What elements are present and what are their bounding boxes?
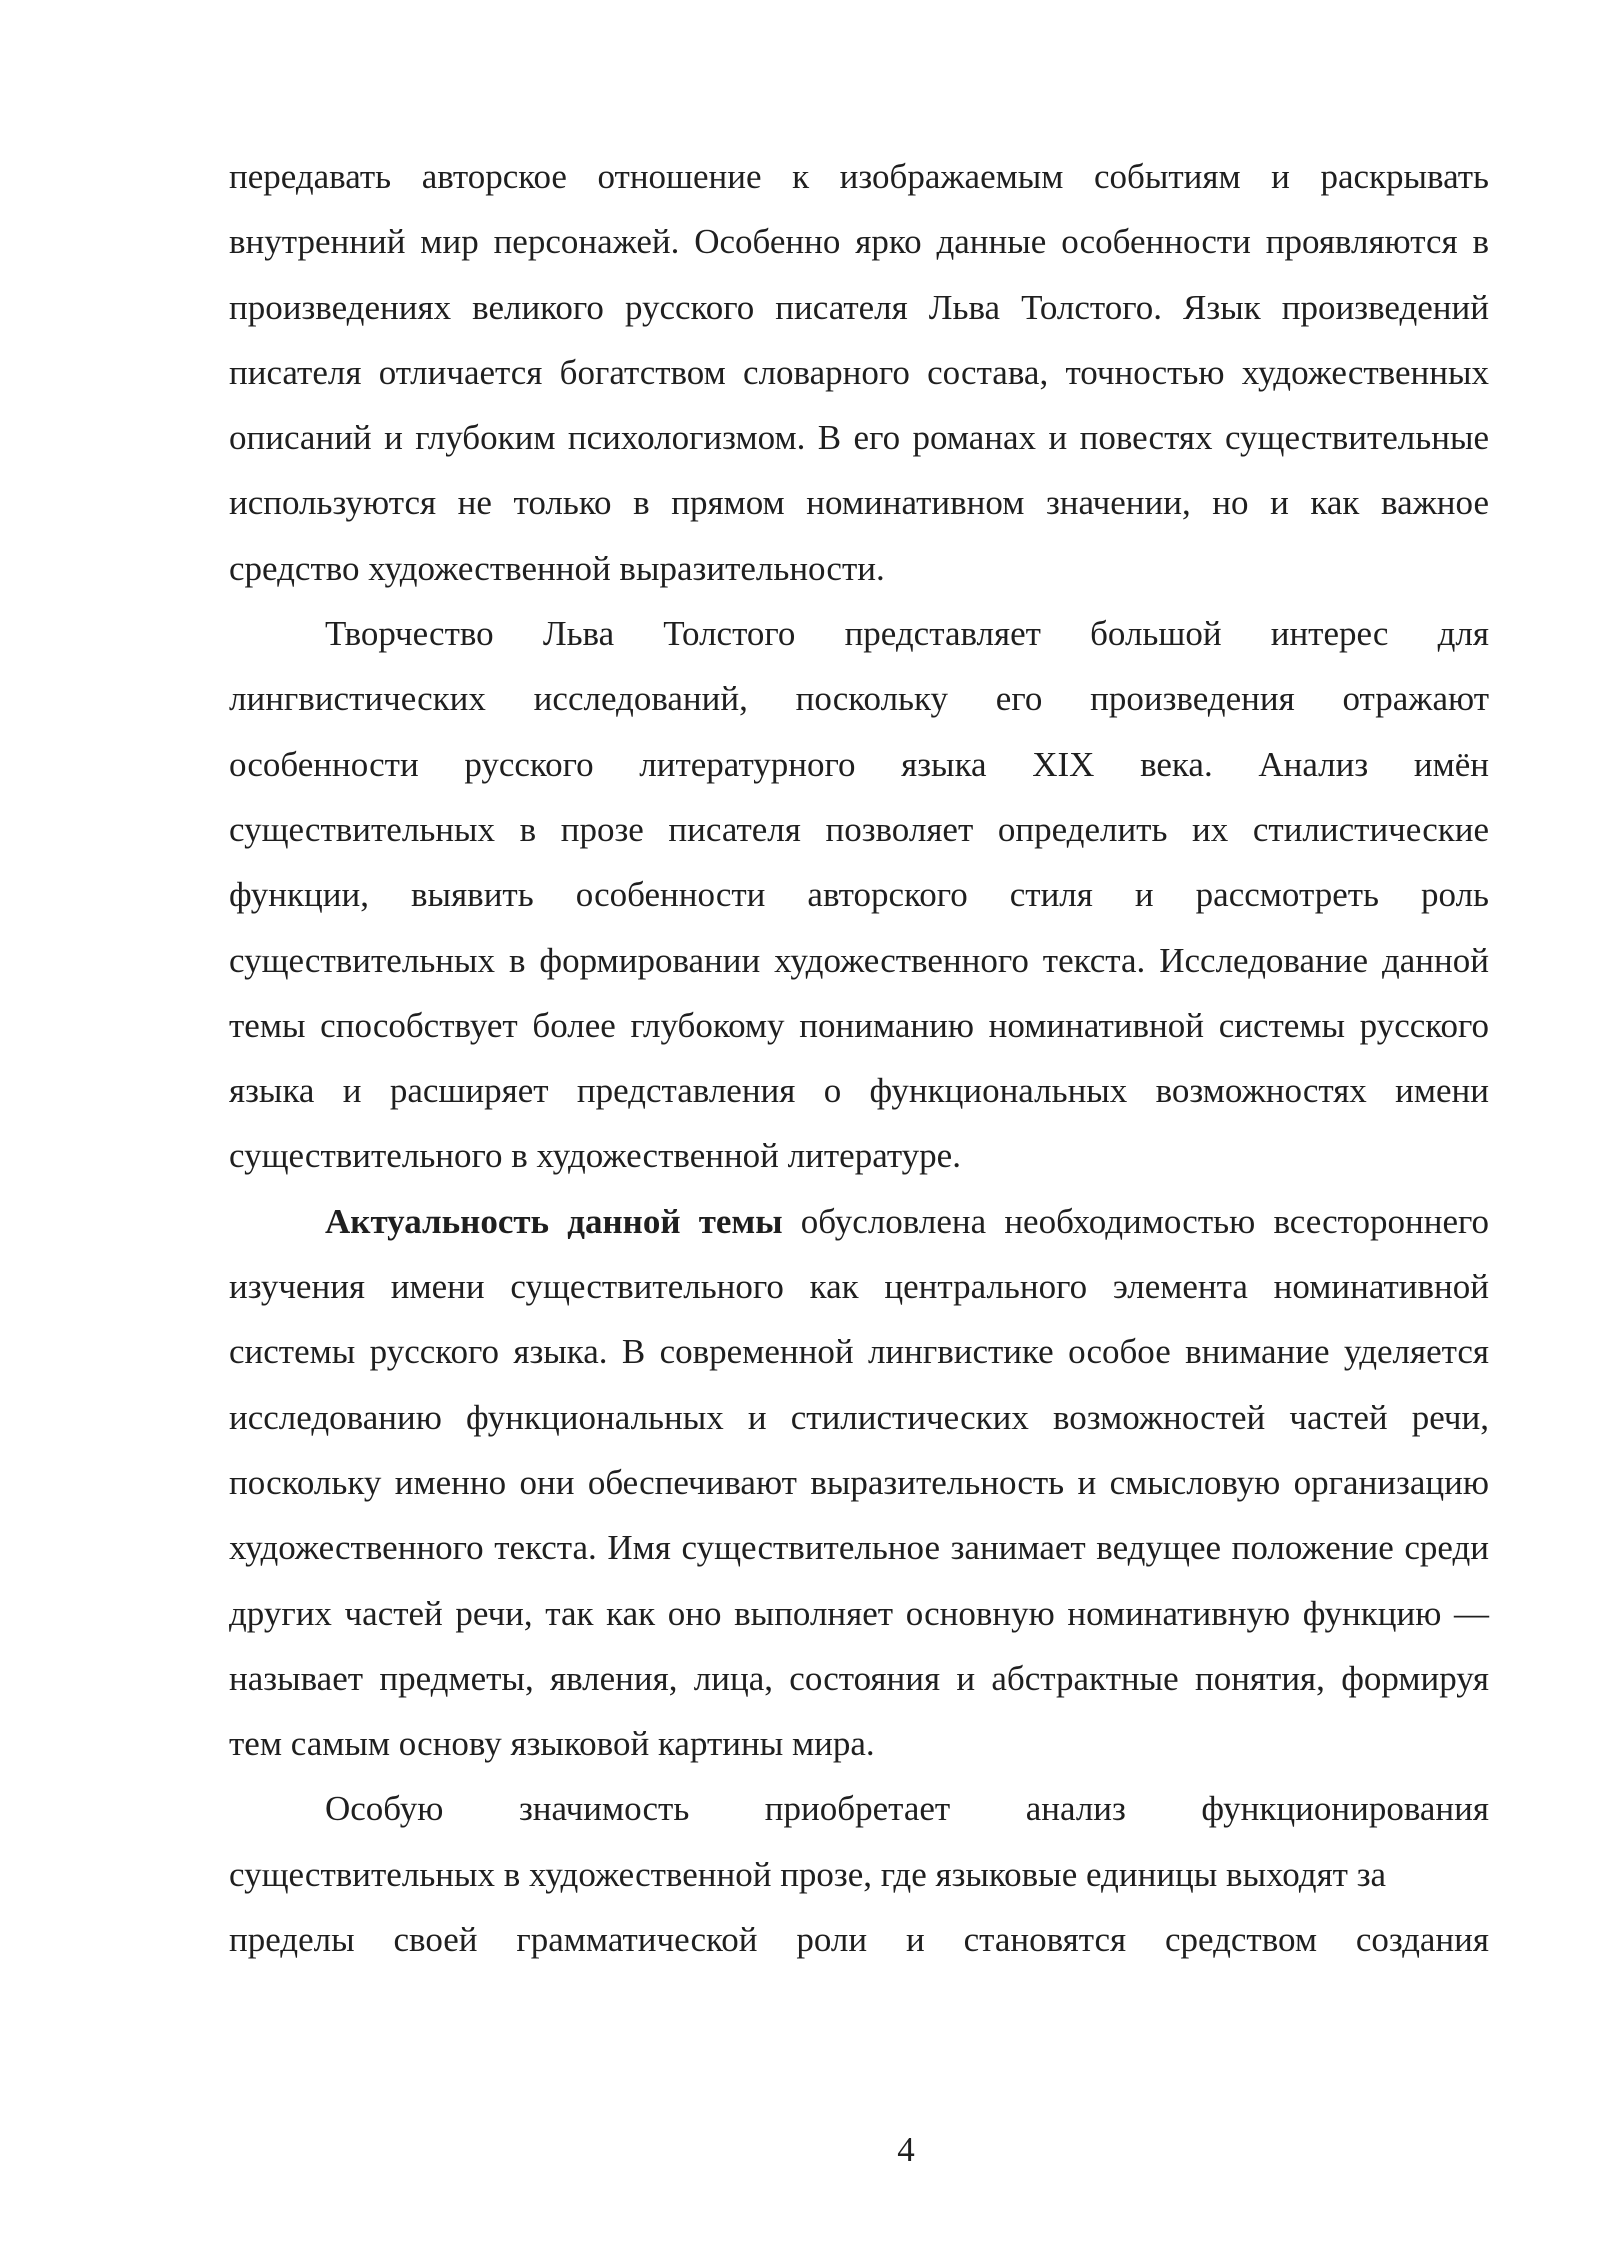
paragraph-2: Творчество Льва Толстого представляет большой интерес для лингвистических исследований, поскольку его произведения отражают особенности русского литературного языка XIX века. Анализ имён существительных в прозе писателя позволяет определить их стилистические функции, выявить особенности авторского стиля и рассмотреть роль существительных в формировании художественного текста. Исследование данной темы способствует более глубокому пониманию номинативной системы русского языка и расширяет представления о функциональных возможностях имени существительного в художественной литературе.	[229, 614, 1489, 1176]
relevance-heading: Актуальность данной темы	[325, 1201, 783, 1241]
paragraph-1: передавать авторское отношение к изображаемым событиям и раскрывать внутренний мир персонажей. Особенно ярко данные особенности проявляются в произведениях великого русского писателя Льва Толстого. Язык произведений писателя отличается богатством словарного состава, точностью художественных описаний и глубоким психологизмом. В его романах и повестях существительные используются не только в прямом номинативном значении, но и как важное средство художественной выразительности.	[229, 157, 1489, 588]
paragraph-4-text: Особую значимость приобретает анализ функционирования существительных в художественной прозе, где языковые единицы выходят за	[229, 1789, 1489, 1894]
paragraph-4	[229, 1776, 1489, 1907]
page-number: 4	[897, 2130, 915, 2169]
body-text	[229, 144, 1489, 1972]
paragraph-3	[229, 1189, 1489, 1777]
paragraph-4-last-line: пределы своей грамматической роли и становятся средством создания	[229, 1920, 1489, 1960]
paragraph-3-text: обусловлена необходимостью всестороннего изучения имени существительного как центрального элемента номинативной системы русского языка. В современной лингвистике особое внимание уделяется исследованию функциональных и стилистических возможностей частей речи, поскольку именно они обеспечивают выразительность и смысловую организацию художественного текста. Имя существительное занимает ведущее положение среди других частей речи, так как оно выполняет основную номинативную функцию — называет предметы, явления, лица, состояния и абстрактные понятия, формируя тем самым основу языковой картины мира.	[229, 1201, 1489, 1764]
